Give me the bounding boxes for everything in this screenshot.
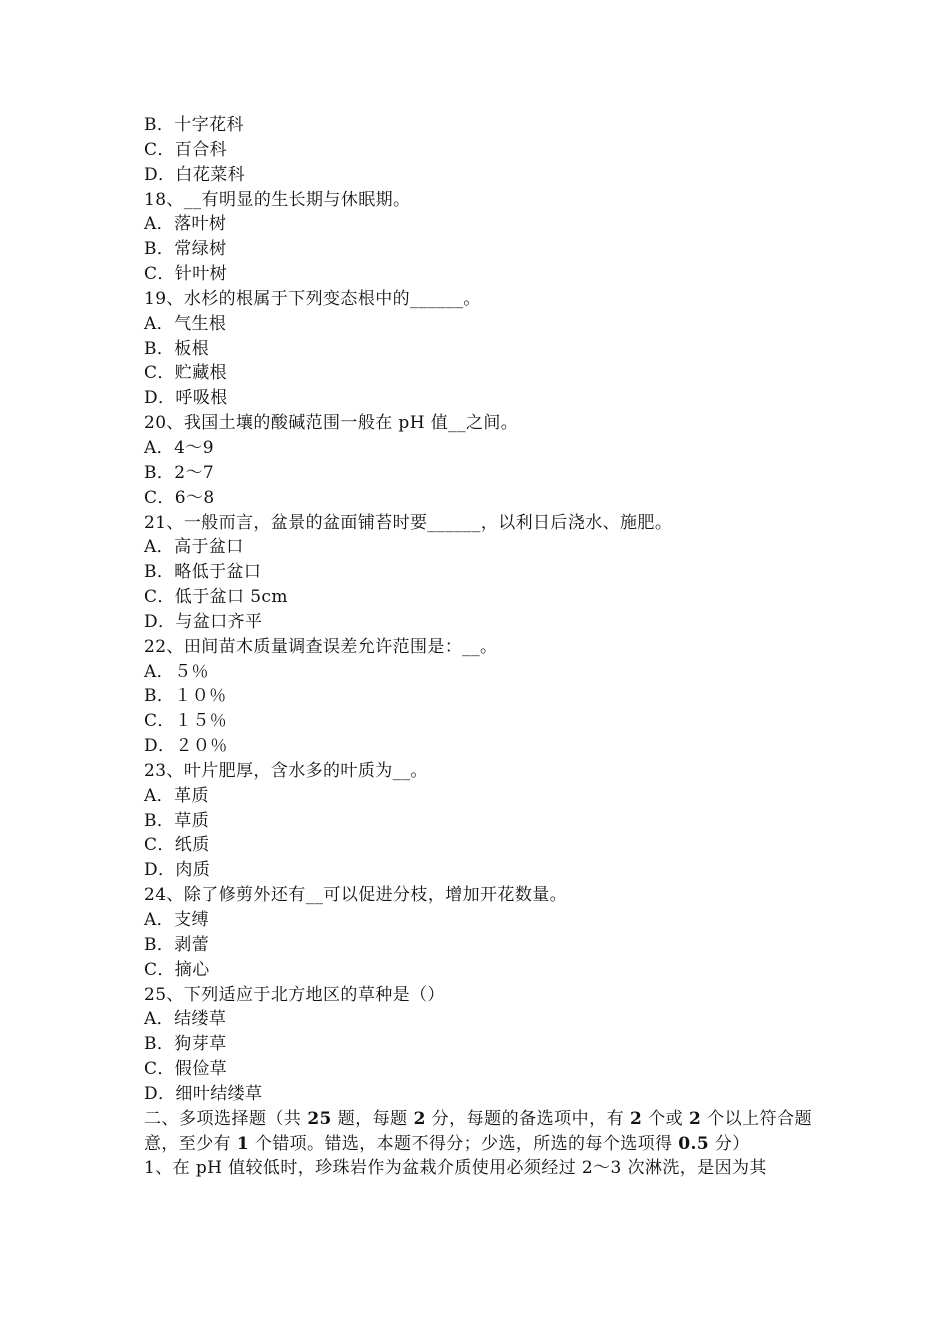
answer-option: A．落叶树: [144, 214, 227, 235]
partial-points: 0.5: [678, 1133, 710, 1154]
answer-option: A．气生根: [144, 313, 227, 334]
question-lines: [144, 113, 812, 1107]
answer-option: B．2～7: [144, 462, 215, 483]
answer-option: D．２０％: [144, 736, 228, 757]
section-2-text: 分）: [709, 1133, 750, 1154]
section-2-text: 题，每题: [331, 1108, 414, 1129]
answer-option: D．细叶结缕草: [144, 1083, 263, 1104]
answer-option: B．略低于盆口: [144, 562, 262, 583]
answer-option: C．纸质: [144, 835, 210, 856]
answer-option: C．贮藏根: [144, 363, 228, 384]
question-stem: 24、除了修剪外还有__可以促进分枝，增加开花数量。: [144, 885, 568, 906]
answer-option: B．草质: [144, 810, 210, 831]
section-2-text: 分，每题的备选项中，有: [425, 1108, 630, 1129]
answer-option: B．１０％: [144, 686, 227, 707]
section-2-text: 个或: [642, 1108, 690, 1129]
answer-option: B．剥蕾: [144, 934, 210, 955]
question-count: 25: [307, 1108, 332, 1129]
answer-option: B．常绿树: [144, 239, 227, 260]
answer-option: C．１５％: [144, 711, 228, 732]
answer-option: A．高于盆口: [144, 537, 244, 558]
answer-option: A．５％: [144, 661, 209, 682]
section-2-heading: [144, 1107, 812, 1157]
answer-option: D．与盆口齐平: [144, 611, 263, 632]
multi-choice-question-1: 1、在 pH 值较低时，珍珠岩作为盆栽介质使用必须经过 2～3 次淋洗，是因为其: [144, 1158, 767, 1179]
answer-option: D．肉质: [144, 860, 211, 881]
question-stem: 23、叶片肥厚，含水多的叶质为__。: [144, 760, 428, 781]
correct-option-count: 2: [630, 1108, 643, 1129]
answer-option: C．针叶树: [144, 264, 228, 285]
section-2-text: 二、多项选择题（共: [144, 1108, 308, 1129]
answer-option: B．十字花科: [144, 115, 244, 135]
question-stem: 25、下列适应于北方地区的草种是（）: [144, 984, 445, 1005]
answer-option: A．支缚: [144, 910, 209, 930]
section-2-text: 个以上符合题意，至少有: [144, 1108, 812, 1154]
answer-option: C．低于盆口 5cm: [144, 587, 288, 608]
wrong-option-count: 1: [236, 1133, 250, 1154]
answer-option: A．结缕草: [144, 1009, 227, 1030]
question-stem: 22、田间苗木质量调查误差允许范围是：__。: [144, 636, 498, 657]
answer-option: C．百合科: [144, 139, 228, 160]
correct-option-count: 2: [689, 1108, 702, 1129]
answer-option: B．狗芽草: [144, 1034, 227, 1055]
question-stem: 20、我国土壤的酸碱范围一般在 pH 值__之间。: [144, 413, 519, 434]
section-2-text: 个错项。错选，本题不得分；少选，所选的每个选项得: [249, 1133, 679, 1154]
answer-option: A．革质: [144, 785, 209, 806]
question-stem: 18、__有明显的生长期与休眠期。: [144, 189, 411, 210]
answer-option: C．假俭草: [144, 1059, 228, 1080]
answer-option: A．4～9: [144, 437, 214, 458]
answer-option: B．板根: [144, 338, 210, 359]
answer-option: D．呼吸根: [144, 388, 228, 409]
answer-option: C．摘心: [144, 959, 210, 980]
answer-option: D．白花菜科: [144, 164, 246, 185]
points-per-question: 2: [413, 1108, 426, 1129]
document-page: [144, 113, 812, 1181]
question-stem: 21、一般而言，盆景的盆面铺苔时要______，以利日后浇水、施肥。: [144, 512, 673, 533]
question-stem: 19、水杉的根属于下列变态根中的______。: [144, 288, 481, 309]
answer-option: C．6～8: [144, 487, 215, 508]
